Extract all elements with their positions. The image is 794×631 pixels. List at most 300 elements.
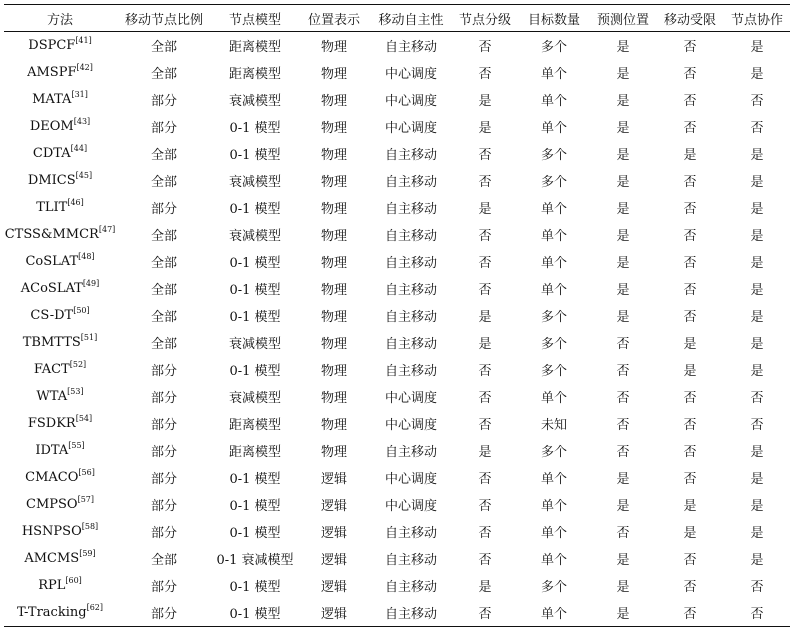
method-cell xyxy=(4,491,116,518)
table-row xyxy=(4,410,790,437)
method-name: DSPCF xyxy=(28,38,76,53)
table-cell: 否 xyxy=(683,202,697,217)
table-cell: 否 xyxy=(750,607,764,622)
table-cell: 否 xyxy=(478,472,492,487)
table-row xyxy=(4,437,790,464)
table-cell: 否 xyxy=(750,418,764,433)
table-cell: 全部 xyxy=(150,283,177,298)
table-cell: 全部 xyxy=(150,229,177,244)
table-cell: 中心调度 xyxy=(384,418,437,433)
table-cell: 0-1 衰减模型 xyxy=(216,553,294,568)
comparison-table-container xyxy=(4,4,790,627)
table-cell: 单个 xyxy=(540,256,567,271)
table-row xyxy=(4,599,790,627)
table-cell: 全部 xyxy=(150,67,177,82)
table-cell: 中心调度 xyxy=(384,67,437,82)
table-cell: 物理 xyxy=(320,445,347,460)
table-cell: 否 xyxy=(478,67,492,82)
citation-ref: [53] xyxy=(67,387,84,396)
table-cell: 部分 xyxy=(150,364,177,379)
method-name: MATA xyxy=(32,92,72,107)
citation-ref: [54] xyxy=(75,414,93,423)
table-cell: 单个 xyxy=(540,121,567,136)
table-cell: 自主移动 xyxy=(384,445,437,460)
method-name: TBMTTS xyxy=(22,335,81,350)
citation-ref: [42] xyxy=(76,63,93,72)
table-cell: 是 xyxy=(683,337,697,352)
table-cell: 自主移动 xyxy=(384,337,437,352)
table-cell: 逻辑 xyxy=(320,580,347,595)
table-cell: 否 xyxy=(683,607,697,622)
table-cell: 单个 xyxy=(540,472,567,487)
method-cell xyxy=(4,248,116,275)
table-row xyxy=(4,59,790,86)
header-row xyxy=(4,5,790,32)
citation-ref: [43] xyxy=(73,117,91,126)
table-cell: 否 xyxy=(683,580,697,595)
table-cell: 物理 xyxy=(320,121,347,136)
table-cell: 是 xyxy=(750,364,764,379)
table-cell: 部分 xyxy=(150,445,177,460)
table-cell: 单个 xyxy=(540,229,567,244)
table-cell: 否 xyxy=(683,283,697,298)
method-name: CDTA xyxy=(32,146,71,161)
citation-ref: [51] xyxy=(80,333,98,342)
table-cell: 是 xyxy=(750,202,764,217)
table-cell: 自主移动 xyxy=(384,148,437,163)
method-cell xyxy=(4,599,116,627)
table-cell: 是 xyxy=(478,202,492,217)
method-cell xyxy=(4,32,116,60)
table-cell: 全部 xyxy=(150,175,177,190)
table-cell: 是 xyxy=(750,553,764,568)
table-cell: 否 xyxy=(750,391,764,406)
column-header: 节点协作 xyxy=(730,12,783,28)
table-cell: 是 xyxy=(683,148,697,163)
citation-ref: [50] xyxy=(73,306,90,315)
method-name: ACoSLAT xyxy=(20,281,83,296)
table-cell: 否 xyxy=(616,526,630,541)
table-row xyxy=(4,329,790,356)
table-cell: 是 xyxy=(750,499,764,514)
citation-ref: [31] xyxy=(71,90,88,99)
method-name: CMACO xyxy=(25,470,79,485)
table-cell: 否 xyxy=(478,256,492,271)
table-cell: 中心调度 xyxy=(384,391,437,406)
method-name: TLIT xyxy=(36,200,68,215)
table-cell: 否 xyxy=(478,229,492,244)
method-cell xyxy=(4,113,116,140)
column-header: 移动自主性 xyxy=(378,12,444,28)
method-cell xyxy=(4,518,116,545)
table-cell: 全部 xyxy=(150,310,177,325)
method-name: CMPSO xyxy=(26,497,78,512)
table-cell: 是 xyxy=(478,337,492,352)
table-cell: 是 xyxy=(616,499,630,514)
method-name: FSDKR xyxy=(27,416,76,431)
table-cell: 否 xyxy=(683,553,697,568)
table-cell: 物理 xyxy=(320,310,347,325)
method-cell xyxy=(4,86,116,113)
table-cell: 衰减模型 xyxy=(228,229,281,244)
method-name: IDTA xyxy=(35,443,69,458)
table-cell: 部分 xyxy=(150,499,177,514)
table-cell: 否 xyxy=(683,175,697,190)
table-row xyxy=(4,167,790,194)
table-cell: 逻辑 xyxy=(320,553,347,568)
table-cell: 自主移动 xyxy=(384,553,437,568)
table-row xyxy=(4,491,790,518)
column-header: 目标数量 xyxy=(527,12,580,28)
table-cell: 自主移动 xyxy=(384,580,437,595)
table-row xyxy=(4,248,790,275)
table-cell: 单个 xyxy=(540,67,567,82)
table-cell: 物理 xyxy=(320,364,347,379)
table-cell: 0-1 模型 xyxy=(229,472,281,487)
table-body xyxy=(4,32,790,627)
table-cell: 是 xyxy=(478,310,492,325)
method-cell xyxy=(4,329,116,356)
table-cell: 自主移动 xyxy=(384,175,437,190)
table-cell: 0-1 模型 xyxy=(229,364,281,379)
table-cell: 单个 xyxy=(540,499,567,514)
table-cell: 0-1 模型 xyxy=(229,607,281,622)
table-cell: 自主移动 xyxy=(384,526,437,541)
table-cell: 否 xyxy=(478,175,492,190)
table-cell: 衰减模型 xyxy=(228,175,281,190)
table-cell: 是 xyxy=(750,310,764,325)
table-cell: 是 xyxy=(616,580,630,595)
table-cell: 是 xyxy=(750,337,764,352)
table-cell: 否 xyxy=(750,121,764,136)
table-cell: 自主移动 xyxy=(384,364,437,379)
citation-ref: [49] xyxy=(82,279,100,288)
table-cell: 物理 xyxy=(320,175,347,190)
method-cell xyxy=(4,275,116,302)
table-cell: 是 xyxy=(616,283,630,298)
method-cell xyxy=(4,572,116,599)
table-cell: 否 xyxy=(616,364,630,379)
table-cell: 是 xyxy=(478,121,492,136)
citation-ref: [48] xyxy=(78,252,95,261)
table-cell: 否 xyxy=(683,445,697,460)
table-row xyxy=(4,545,790,572)
table-row xyxy=(4,356,790,383)
table-cell: 否 xyxy=(750,94,764,109)
table-cell: 否 xyxy=(683,256,697,271)
table-cell: 是 xyxy=(616,607,630,622)
table-cell: 0-1 模型 xyxy=(229,148,281,163)
table-cell: 是 xyxy=(616,202,630,217)
table-row xyxy=(4,383,790,410)
table-cell: 单个 xyxy=(540,607,567,622)
table-cell: 是 xyxy=(750,229,764,244)
table-cell: 逻辑 xyxy=(320,499,347,514)
table-cell: 逻辑 xyxy=(320,607,347,622)
table-row xyxy=(4,194,790,221)
table-cell: 单个 xyxy=(540,283,567,298)
table-cell: 否 xyxy=(616,445,630,460)
method-cell xyxy=(4,302,116,329)
table-row xyxy=(4,221,790,248)
table-cell: 部分 xyxy=(150,202,177,217)
table-cell: 中心调度 xyxy=(384,94,437,109)
column-header: 预测位置 xyxy=(596,12,649,28)
citation-ref: [46] xyxy=(67,198,84,207)
table-cell: 是 xyxy=(478,445,492,460)
table-cell: 否 xyxy=(616,391,630,406)
table-cell: 部分 xyxy=(150,94,177,109)
method-cell xyxy=(4,464,116,491)
table-cell: 多个 xyxy=(540,580,567,595)
table-cell: 距离模型 xyxy=(228,67,281,82)
table-cell: 多个 xyxy=(540,310,567,325)
column-header: 节点模型 xyxy=(228,12,281,28)
table-cell: 部分 xyxy=(150,121,177,136)
table-cell: 是 xyxy=(683,526,697,541)
table-cell: 中心调度 xyxy=(384,499,437,514)
table-cell: 物理 xyxy=(320,67,347,82)
table-cell: 是 xyxy=(478,94,492,109)
table-cell: 逻辑 xyxy=(320,472,347,487)
table-cell: 部分 xyxy=(150,391,177,406)
table-cell: 物理 xyxy=(320,148,347,163)
table-row xyxy=(4,464,790,491)
table-cell: 否 xyxy=(750,580,764,595)
table-cell: 部分 xyxy=(150,472,177,487)
table-cell: 否 xyxy=(616,337,630,352)
table-cell: 全部 xyxy=(150,148,177,163)
column-header: 节点分级 xyxy=(458,12,511,28)
table-cell: 物理 xyxy=(320,40,347,55)
table-cell: 物理 xyxy=(320,202,347,217)
table-cell: 否 xyxy=(683,67,697,82)
method-cell xyxy=(4,221,116,248)
table-cell: 多个 xyxy=(540,40,567,55)
table-cell: 衰减模型 xyxy=(228,337,281,352)
table-row xyxy=(4,113,790,140)
table-cell: 否 xyxy=(478,553,492,568)
table-cell: 部分 xyxy=(150,580,177,595)
table-cell: 物理 xyxy=(320,94,347,109)
table-cell: 否 xyxy=(478,364,492,379)
table-row xyxy=(4,140,790,167)
table-cell: 否 xyxy=(683,121,697,136)
table-cell: 否 xyxy=(478,148,492,163)
table-row xyxy=(4,86,790,113)
table-cell: 物理 xyxy=(320,418,347,433)
citation-ref: [41] xyxy=(75,36,92,45)
table-cell: 部分 xyxy=(150,607,177,622)
table-cell: 否 xyxy=(683,94,697,109)
table-cell: 否 xyxy=(478,418,492,433)
table-cell: 物理 xyxy=(320,391,347,406)
table-cell: 衰减模型 xyxy=(228,391,281,406)
table-cell: 否 xyxy=(683,229,697,244)
table-cell: 否 xyxy=(683,40,697,55)
table-cell: 物理 xyxy=(320,256,347,271)
table-cell: 0-1 模型 xyxy=(229,499,281,514)
table-cell: 0-1 模型 xyxy=(229,310,281,325)
citation-ref: [56] xyxy=(78,468,95,477)
table-cell: 否 xyxy=(478,526,492,541)
table-cell: 是 xyxy=(616,94,630,109)
table-cell: 多个 xyxy=(540,337,567,352)
method-cell xyxy=(4,140,116,167)
table-row xyxy=(4,302,790,329)
table-header xyxy=(4,5,790,32)
table-cell: 是 xyxy=(616,67,630,82)
table-cell: 物理 xyxy=(320,229,347,244)
table-cell: 是 xyxy=(750,283,764,298)
table-cell: 否 xyxy=(683,310,697,325)
table-cell: 否 xyxy=(478,607,492,622)
table-cell: 是 xyxy=(616,40,630,55)
citation-ref: [45] xyxy=(75,171,93,180)
table-cell: 0-1 模型 xyxy=(229,526,281,541)
table-cell: 单个 xyxy=(540,94,567,109)
citation-ref: [57] xyxy=(77,495,94,504)
table-cell: 自主移动 xyxy=(384,229,437,244)
table-cell: 否 xyxy=(683,418,697,433)
method-name: AMSPF xyxy=(27,65,77,80)
citation-ref: [62] xyxy=(86,603,103,612)
citation-ref: [58] xyxy=(81,522,99,531)
table-cell: 单个 xyxy=(540,526,567,541)
table-cell: 多个 xyxy=(540,148,567,163)
table-cell: 0-1 模型 xyxy=(229,580,281,595)
method-cell xyxy=(4,167,116,194)
column-header: 移动节点比例 xyxy=(124,12,203,28)
table-cell: 否 xyxy=(683,391,697,406)
table-cell: 是 xyxy=(750,148,764,163)
table-cell: 否 xyxy=(478,499,492,514)
table-cell: 中心调度 xyxy=(384,121,437,136)
method-name: T-Tracking xyxy=(17,605,87,620)
table-cell: 0-1 模型 xyxy=(229,121,281,136)
table-row xyxy=(4,572,790,599)
method-name: HSNPSO xyxy=(21,524,82,539)
method-name: DMICS xyxy=(27,173,76,188)
table-row xyxy=(4,32,790,60)
table-cell: 距离模型 xyxy=(228,40,281,55)
citation-ref: [60] xyxy=(65,576,82,585)
table-cell: 部分 xyxy=(150,418,177,433)
table-cell: 全部 xyxy=(150,337,177,352)
table-cell: 全部 xyxy=(150,40,177,55)
method-name: CoSLAT xyxy=(25,254,79,269)
table-cell: 部分 xyxy=(150,526,177,541)
method-cell xyxy=(4,356,116,383)
comparison-table xyxy=(4,4,790,627)
method-name: RPL xyxy=(38,578,66,593)
table-cell: 自主移动 xyxy=(384,202,437,217)
table-cell: 是 xyxy=(750,67,764,82)
table-cell: 是 xyxy=(478,580,492,595)
method-name: FACT xyxy=(33,362,70,377)
column-header: 移动受限 xyxy=(663,12,716,28)
table-cell: 单个 xyxy=(540,202,567,217)
table-cell: 多个 xyxy=(540,445,567,460)
method-name: CTSS&MMCR xyxy=(4,227,99,242)
table-cell: 是 xyxy=(616,256,630,271)
table-cell: 自主移动 xyxy=(384,283,437,298)
table-cell: 逻辑 xyxy=(320,526,347,541)
table-cell: 未知 xyxy=(540,418,567,433)
table-cell: 否 xyxy=(478,40,492,55)
table-row xyxy=(4,275,790,302)
table-cell: 是 xyxy=(616,148,630,163)
column-header: 方法 xyxy=(46,12,73,28)
table-cell: 0-1 模型 xyxy=(229,202,281,217)
table-cell: 是 xyxy=(616,472,630,487)
citation-ref: [52] xyxy=(69,360,87,369)
table-cell: 否 xyxy=(478,283,492,298)
table-cell: 是 xyxy=(750,472,764,487)
table-cell: 是 xyxy=(750,175,764,190)
table-cell: 是 xyxy=(750,526,764,541)
table-cell: 物理 xyxy=(320,337,347,352)
table-cell: 自主移动 xyxy=(384,40,437,55)
method-name: DEOM xyxy=(29,119,74,134)
table-cell: 是 xyxy=(683,364,697,379)
method-cell xyxy=(4,545,116,572)
table-cell: 自主移动 xyxy=(384,310,437,325)
method-cell xyxy=(4,59,116,86)
table-cell: 是 xyxy=(750,445,764,460)
table-cell: 否 xyxy=(616,418,630,433)
table-cell: 是 xyxy=(616,553,630,568)
table-row xyxy=(4,518,790,545)
table-cell: 全部 xyxy=(150,553,177,568)
citation-ref: [44] xyxy=(70,144,88,153)
method-name: WTA xyxy=(36,389,68,404)
table-cell: 全部 xyxy=(150,256,177,271)
method-cell xyxy=(4,437,116,464)
table-cell: 0-1 模型 xyxy=(229,283,281,298)
table-cell: 是 xyxy=(616,175,630,190)
citation-ref: [55] xyxy=(68,441,85,450)
table-cell: 是 xyxy=(750,256,764,271)
table-cell: 0-1 模型 xyxy=(229,256,281,271)
table-cell: 单个 xyxy=(540,553,567,568)
table-cell: 距离模型 xyxy=(228,445,281,460)
table-cell: 否 xyxy=(478,391,492,406)
citation-ref: [47] xyxy=(98,225,116,234)
table-cell: 物理 xyxy=(320,283,347,298)
table-cell: 是 xyxy=(616,229,630,244)
table-cell: 多个 xyxy=(540,175,567,190)
method-cell xyxy=(4,410,116,437)
table-cell: 自主移动 xyxy=(384,256,437,271)
table-cell: 是 xyxy=(616,121,630,136)
method-name: AMCMS xyxy=(24,551,80,566)
table-cell: 是 xyxy=(616,310,630,325)
table-cell: 是 xyxy=(683,499,697,514)
table-cell: 自主移动 xyxy=(384,607,437,622)
table-cell: 否 xyxy=(683,472,697,487)
table-cell: 中心调度 xyxy=(384,472,437,487)
citation-ref: [59] xyxy=(79,549,96,558)
table-cell: 距离模型 xyxy=(228,418,281,433)
method-name: CS-DT xyxy=(30,308,74,323)
method-cell xyxy=(4,383,116,410)
method-cell xyxy=(4,194,116,221)
column-header: 位置表示 xyxy=(307,12,360,28)
table-cell: 多个 xyxy=(540,364,567,379)
table-cell: 衰减模型 xyxy=(228,94,281,109)
table-cell: 是 xyxy=(750,40,764,55)
